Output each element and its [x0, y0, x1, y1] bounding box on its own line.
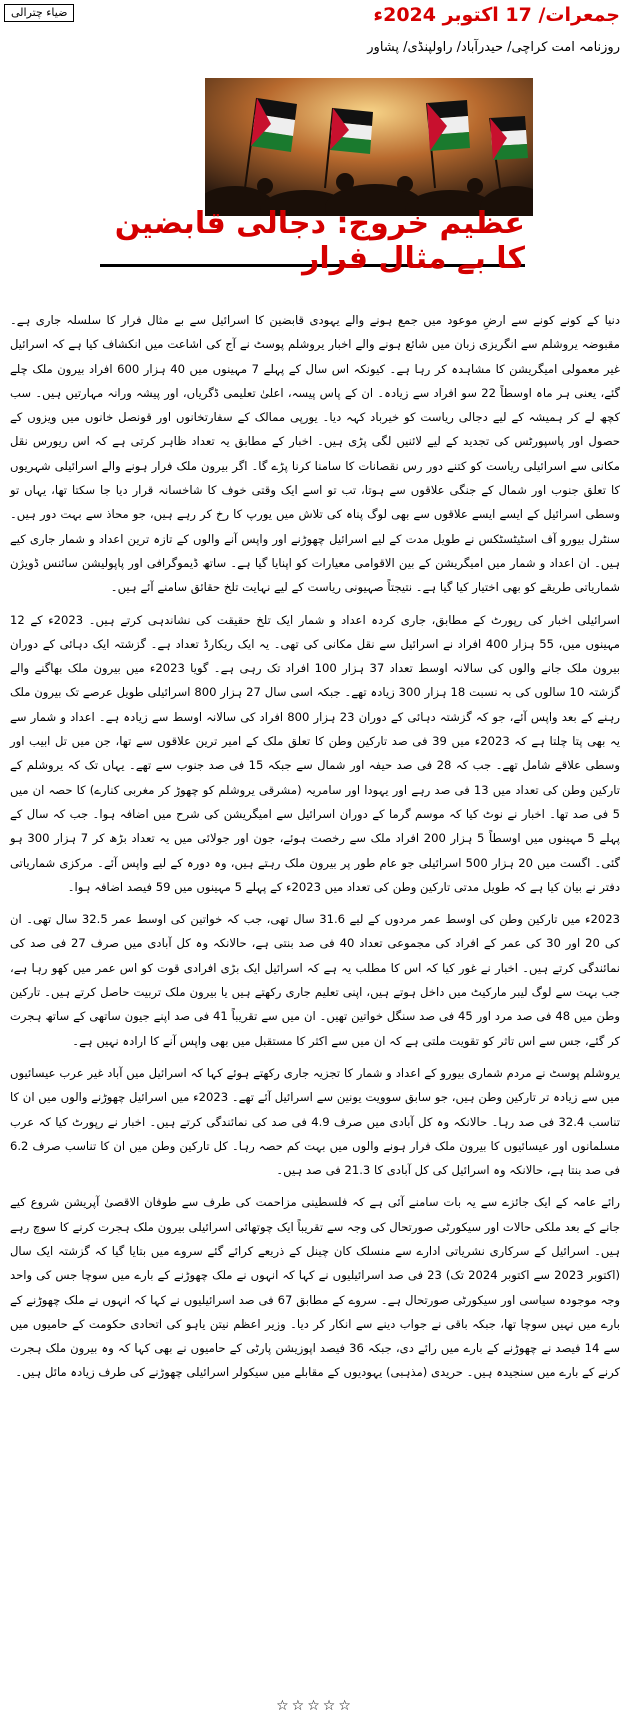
author-byline: ضیاء چترالی — [4, 4, 74, 22]
paragraph-5: رائے عامہ کے ایک جائزے سے یہ بات سامنے آئی ہے کہ فلسطینی مزاحمت کی طرف سے طوفان الاقصیٰ آپریشن شروع کیے جانے کے بعد ملکی حالات اور سیکورٹی صورتحال کی وجہ سے تقریباً ایک چوتھائی اسرائیلی بیرون ملک ہجرت کرنے کا سوچ رہے ہیں۔ اسرائیل کے سرکاری نشریاتی ادارے سے منسلک کان چینل کے ذریعے کرائے گئے سروے میں بتایا گیا کہ گزشتہ ایک سال (اکتوبر 2023 سے اکتوبر 2024 تک) 23 فی صد اسرائیلیوں نے کہا کہ انہوں نے ملک چھوڑنے کے بارے میں سوچا جس کی واحد وجہ موجودہ سیاسی اور سیکورٹی صورتحال ہے۔ سروے کے مطابق 67 فی صد اسرائیلیوں نے کہا کہ انہوں نے ملک چھوڑنے کے بارے میں نہیں سوچا تھا، جبکہ باقی نے جواب دینے سے انکار کر دیا۔ وزیر اعظم نیتن یاہو کی اتحادی حکومت کے حامیوں میں سے 14 فیصد نے چھوڑنے کے بارے میں رائے دی، جبکہ 36 فیصد اپوزیشن پارٹی کے حامیوں نے بھی کہا کہ وہ بیرون ملک ہجرت کرنے کے بارے میں سنجیدہ ہیں۔ حریدی (مذہبی) یہودیوں کے مقابلے میں سیکولر اسرائیلی چھوڑنے کی طرف زیادہ مائل ہیں۔ — [10, 1195, 621, 1380]
paragraph-3: 2023ء میں تارکین وطن کی اوسط عمر مردوں کے لیے 31.6 سال تھی، جب کہ خواتین کی اوسط عمر 32.5 سال تھی۔ ان کی 20 اور 30 کی عمر کے افراد کی مجموعی تعداد 40 فی صد بنتی ہے، حالانکہ وہ کل آبادی میں صرف 27 فی صد کی نمائندگی کرتے ہیں۔ اخبار نے غور کیا کہ اس کا مطلب یہ ہے کہ اسرائیل ایک بڑی افرادی قوت کو اس عمر میں کھو رہا ہے، جب بہت سے لوگ لیبر مارکیٹ میں داخل ہوتے ہیں، اپنی تعلیم جاری رکھتے ہیں یا بیرون ملک تربیت حاصل کرتے ہیں۔ تارکین وطن میں 48 فی صد مرد اور 45 فی صد سنگل خواتین تھیں۔ ان میں سے تقریباً 41 فی صد اپنے جیون ساتھی کے ساتھ ہجرت کر گئے، جس سے اس تاثر کو تقویت ملتی ہے کہ ان میں سے اکثر کا مستقبل میں بھی واپس آنے کا ارادہ نہیں ہے۔ — [10, 912, 620, 1048]
article-body — [10, 308, 620, 1393]
paragraph-4: یروشلم پوسٹ نے مردم شماری بیورو کے اعداد و شمار کا تجزیہ جاری رکھتے ہوئے کہا کہ اسرائیل میں آباد غیر عرب عیسائیوں میں سے زیادہ تر تارکین وطن ہیں، جو سابق سوویت یونین سے اسرائیل آئے تھے۔ 2023ء میں اسرائیل چھوڑنے والوں میں ان کا تناسب 32.4 فی صد رہا۔ حالانکہ وہ کل آبادی میں صرف 4.9 فی صد کی نمائندگی کرتے ہیں۔ اخبار نے رپورٹ کیا کہ عرب مسلمانوں اور عیسائیوں کا بیرون ملک فرار ہونے والوں میں بہت کم حصہ رہا۔ کل تارکین وطن میں ان کا تناسب صرف 6.2 فی صد بنتا ہے، حالانکہ وہ اسرائیل کی کل آبادی کا 21.3 فی صد ہیں۔ — [10, 1065, 620, 1178]
flags-illustration — [205, 78, 533, 216]
end-stars: ☆☆☆☆☆ — [276, 1698, 354, 1714]
publication-date: جمعرات/ 17 اکتوبر 2024ء — [373, 4, 620, 26]
paragraph-2: اسرائیلی اخبار کی رپورٹ کے مطابق، جاری کردہ اعداد و شمار ایک تلخ حقیقت کی نشاندہی کرتے ہیں۔ 2023ء کے 12 مہینوں میں، 55 ہزار 400 افراد نے اسرائیل سے نقل مکانی کی تھی۔ یہ ایک ریکارڈ تعداد ہے۔ گزشتہ ایک دہائی کے دوران بیرون ملک جانے والوں کی سالانہ اوسط تعداد 37 ہزار 100 افراد تک رہی ہے۔ گویا 2023ء میں بیرون ملک بھاگنے والے گزشتہ 10 سالوں کی بہ نسبت 18 ہزار 300 زیادہ تھے۔ جبکہ اسی سال 27 ہزار 800 اسرائیلی طویل عرصے تک بیرون ملک رہنے کے بعد واپس آئے، جو کہ گزشتہ دہائی کے دوران 23 ہزار 800 افراد کی سالانہ اوسط سے زیادہ ہے۔ اعداد و شمار سے یہ بھی پتا چلتا ہے کہ 2023ء میں 39 فی صد تارکین وطن کا تعلق ملک کے امیر ترین علاقوں سے تھا، جن میں تل ابیب اور وسطی علاقے شامل تھے۔ جب کہ 28 فی صد حیفہ اور شمال سے جبکہ 15 فی صد جنوب سے تھے۔ یہاں تک کہ یروشلم کے تارکین وطن کی تعداد میں 13 فی صد رہے اور یہودا اور سامریہ (مشرقی یروشلم کو چھوڑ کر مغربی کنارے) کا حصہ ان میں 5 فی صد تھا۔ اخبار نے نوٹ کیا کہ موسم گرما کے دوران اسرائیل سے امیگریشن کی شرح میں اضافہ ہوا۔ جب کہ سال کے پہلے 5 مہینوں میں اوسطاً 5 ہزار 200 افراد ملک سے رخصت ہوئے، جون اور جولائی میں یہ تعداد بڑھ کر 7 ہزار 300 ہو گئی۔ اگست میں 20 ہزار 500 اسرائیلی جو عام طور پر بیرون ملک رہتے ہیں، وہ دورہ کے لیے واپس آئے۔ مرکزی شماریاتی دفتر نے بیان کیا ہے کہ طویل مدتی تارکین وطن کی تعداد میں 2023ء کے پہلے 5 مہینوں میں 59 فیصد اضافہ ہوا۔ — [10, 612, 621, 894]
headline-banner — [100, 206, 525, 276]
paragraph-1: دنیا کے کونے کونے سے ارضِ موعود میں جمع ہونے والے یہودی قابضین کا اسرائیل سے بے مثال فرار کا سلسلہ جاری ہے۔ مقبوضہ یروشلم سے انگریزی زبان میں شائع ہونے والے اخبار یروشلم پوسٹ نے آج کی اشاعت میں انکشاف کیا ہے کہ اسرائیل غیر معمولی امیگریشن کا مشاہدہ کر رہا ہے۔ کیونکہ اس سال کے پہلے 7 مہینوں میں 40 ہزار 600 افراد بیرون ملک چلے گئے، یعنی ہر ماہ اوسطاً 22 سو افراد سے زیادہ۔ ان کے پاس پیسہ، اعلیٰ تعلیمی ڈگریاں، اور پیشہ ورانہ مہارتیں ہیں۔ سب کچھ لے کر ہمیشہ کے لیے دجالی ریاست کو خیرباد کہہ دیا۔ یورپی ممالک کے سفارتخانوں اور قونصل خانوں میں ویزوں کے حصول اور پاسپورٹس کی تجدید کے لیے لائنیں لگی پڑی ہیں۔ اخبار کے مطابق یہ تعداد ظاہر کرتی ہے کہ اس ریورس نقل مکانی سے اسرائیلی ریاست کو کتنے دور رس نقصانات کا سامنا کرنا پڑے گا۔ اگر بیرون ملک فرار ہونے والے اسرائیلی شہریوں کا تعلق جنوب اور شمال کے جنگی علاقوں سے ہوتا، تب تو اسے ایک وقتی خوف کا شاخسانہ قرار دیا جا سکتا تھا، یہاں تو وسطی اسرائیل کے ایسے ایسے علاقوں سے بھی لوگ پناہ کی تلاش میں یورپ کا رخ کر رہے ہیں، جو محاذ سے بہت دور ہیں۔ سنٹرل بیورو آف اسٹیٹسٹکس نے طویل مدت کے لیے اسرائیل چھوڑنے اور واپس آنے والوں کے تازہ ترین اعداد و شمار جاری کیے ہیں۔ ان اعداد و شمار میں امیگریشن کے بین الاقوامی معیارات کو اپنایا گیا ہے۔ ساتھ ڈیموگرافی اور پاپولیشن سائنس ڈویژن شماریاتی طریقے کو بھی اختیار کیا گیا ہے۔ نتیجتاً صہیونی ریاست کے لیے نہایت تلخ حقائق سامنے آئے ہیں۔ — [10, 313, 621, 595]
headline: عظیم خروج: دجالی قابضین کا بے مثال فرار — [114, 206, 525, 276]
newspaper-editions: روزنامہ امت کراچی/ حیدرآباد/ راولپنڈی/ پشاور — [367, 40, 620, 55]
protest-flags-photo — [205, 78, 533, 216]
